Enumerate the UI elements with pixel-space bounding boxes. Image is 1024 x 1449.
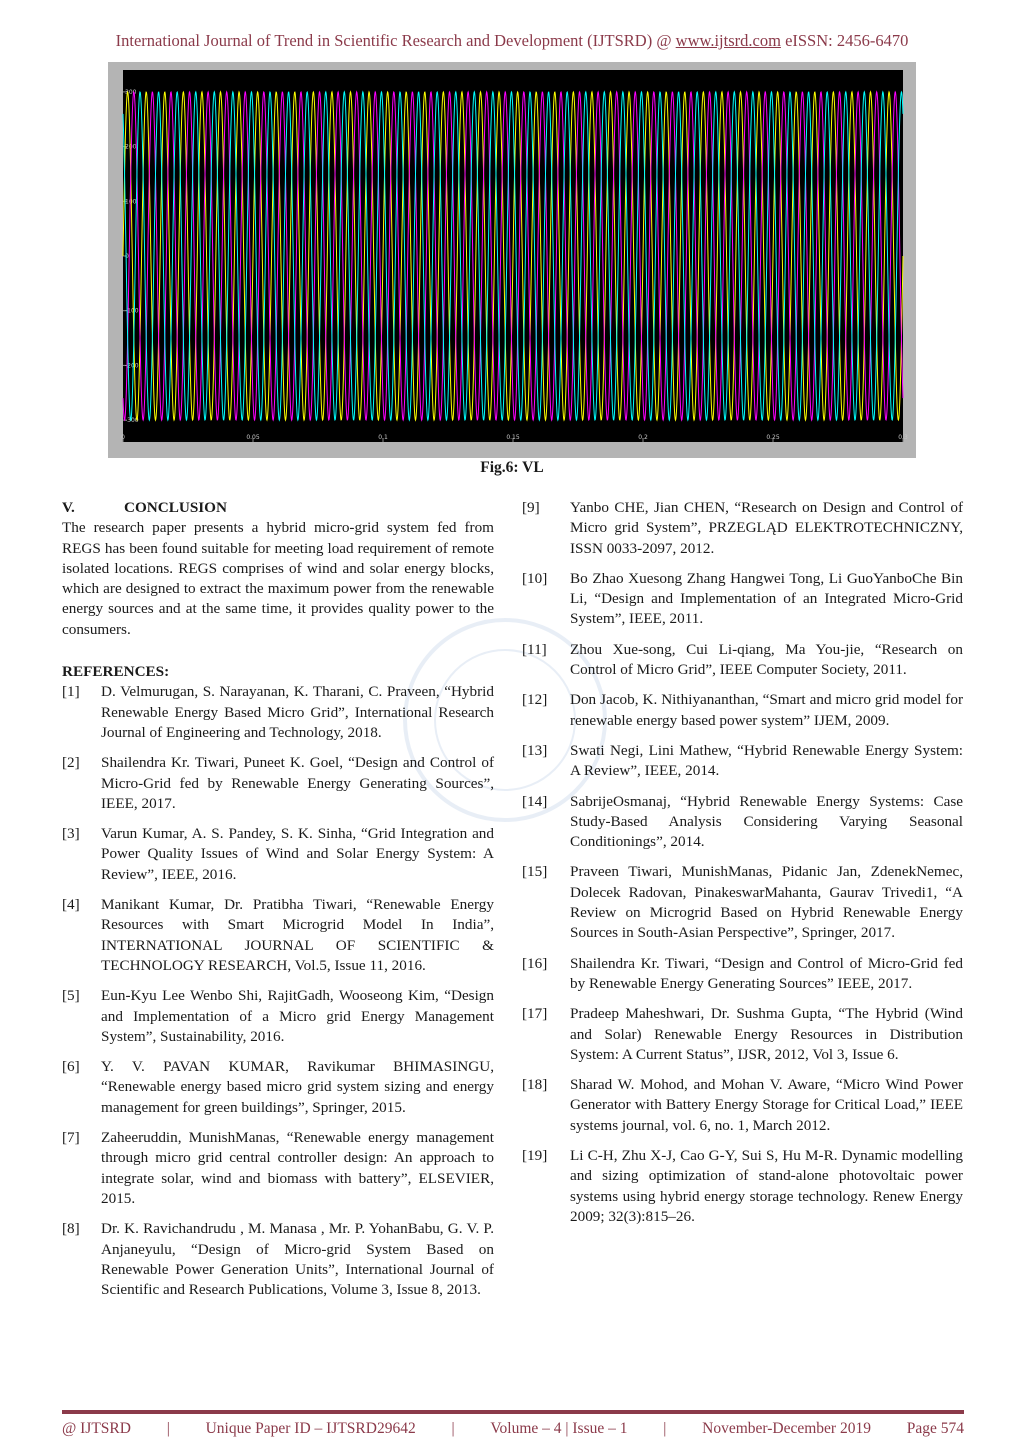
y-tick-label: 100 (125, 198, 137, 206)
x-tick-label: 0.25 (766, 434, 780, 441)
figure-caption: Fig.6: VL (480, 459, 544, 476)
reference-text: Shailendra Kr. Tiwari, Puneet K. Goel, “Design and Control of Micro-Grid fed by Renewable Energy Generating Sources”, IEEE, 2017. (101, 754, 494, 812)
footer-date: November-December 2019 (702, 1420, 871, 1437)
reference-text: Yanbo CHE, Jian CHEN, “Research on Design and Control of Micro grid System”, PRZEGLĄD ELEKTROTECHNICZNY, ISSN 0033-2097, 2012. (570, 499, 963, 557)
x-tick-label: 0 (121, 434, 125, 441)
reference-text: Li C-H, Zhu X-J, Cao G-Y, Sui S, Hu M-R. Dynamic modelling and sizing optimization of stand-alone photovoltaic power systems using hybrid energy storage technology. Renew Energy 2009; 32(3):815–26. (570, 1147, 963, 1225)
reference-item (62, 1128, 494, 1209)
journal-link[interactable]: www.ijtsrd.com (675, 31, 781, 50)
reference-text: Zhou Xue-song, Cui Li-qiang, Ma You-jie, “Research on Control of Micro Grid”, IEEE Computer Society, 2011. (570, 640, 963, 679)
footer-volume: Volume – 4 | Issue – 1 (490, 1420, 628, 1437)
header-text: International Journal of Trend in Scientific Research and Development (IJTSRD) @ (115, 31, 676, 50)
reference-number: [11] (522, 640, 547, 658)
references-heading: REFERENCES: (62, 663, 170, 681)
reference-text: Don Jacob, K. Nithiyananthan, “Smart and micro grid model for renewable energy based power system” IJEM, 2009. (570, 691, 963, 729)
left-column (62, 498, 494, 1310)
reference-item (522, 1146, 963, 1227)
reference-item (62, 1057, 494, 1118)
reference-item (62, 1219, 494, 1300)
y-tick-label: -100 (125, 307, 139, 315)
y-tick-label: 0 (125, 253, 129, 260)
reference-number: [17] (522, 1005, 548, 1023)
reference-item (522, 1004, 963, 1065)
x-tick-label: 0.1 (378, 434, 388, 441)
reference-item (62, 895, 494, 976)
x-tick-label: 0.05 (246, 434, 260, 441)
section-number: V. (62, 499, 75, 516)
reference-text: Swati Negi, Lini Mathew, “Hybrid Renewable Energy System: A Review”, IEEE, 2014. (570, 741, 963, 780)
x-tick-label: 0.3 (898, 434, 908, 441)
reference-text: Varun Kumar, A. S. Pandey, S. K. Sinha, “Grid Integration and Power Quality Issues of Wind and Solar Energy System: A Review”, IEEE, 2016. (101, 825, 494, 883)
reference-item (522, 741, 963, 782)
footer-paper-id: Unique Paper ID – IJTSRD29642 (205, 1420, 416, 1437)
reference-item (522, 690, 963, 731)
reference-number: [13] (522, 741, 548, 759)
reference-text: Shailendra Kr. Tiwari, “Design and Control of Micro-Grid fed by Renewable Energy Generating Sources” IEEE, 2017. (570, 954, 963, 992)
reference-list-left (62, 682, 494, 1300)
reference-item (522, 640, 963, 681)
x-tick-label: 0.2 (638, 434, 648, 441)
footer-journal: @ IJTSRD (62, 1420, 131, 1437)
y-tick-label: 200 (125, 143, 137, 151)
reference-item (522, 792, 963, 853)
y-tick-label: 300 (125, 88, 137, 96)
footer-separator: | (663, 1420, 667, 1437)
reference-item (522, 862, 963, 943)
reference-number: [19] (522, 1147, 548, 1165)
footer-separator: | (451, 1420, 455, 1437)
reference-item (62, 824, 494, 885)
reference-text: SabrijeOsmanaj, “Hybrid Renewable Energy Systems: Case Study-Based Analysis Considering Varying Seasonal Conditionings”, 2014. (570, 792, 963, 851)
reference-item (62, 986, 494, 1047)
right-column (522, 498, 963, 1237)
reference-number: [3] (62, 825, 80, 843)
waveform-figure (108, 62, 916, 458)
reference-item (522, 1075, 963, 1136)
x-tick-label: 0.15 (506, 434, 520, 441)
reference-text: Y. V. PAVAN KUMAR, Ravikumar BHIMASINGU, “Renewable energy based micro grid system sizing and energy management for green buildings”, Springer, 2015. (101, 1058, 494, 1116)
footer-separator: | (166, 1420, 170, 1437)
reference-text: Bo Zhao Xuesong Zhang Hangwei Tong, Li GuoYanboChe Bin Li, “Design and Implementation of an Integrated Micro-Grid System”, IEEE, 2011. (570, 569, 963, 628)
reference-text: Eun-Kyu Lee Wenbo Shi, RajitGadh, Wooseong Kim, “Design and Implementation of a Micro grid Energy Management System”, Sustainability, 2016. (101, 987, 494, 1045)
y-tick-label: -200 (125, 362, 139, 370)
reference-number: [9] (522, 499, 540, 516)
reference-list-right (522, 498, 963, 1227)
reference-number: [4] (62, 896, 80, 914)
reference-text: Sharad W. Mohod, and Mohan V. Aware, “Micro Wind Power Generator with Battery Energy Storage for Critical Load,” IEEE systems journal, vol. 6, no. 1, March 2012. (570, 1076, 963, 1134)
page-footer (62, 1420, 964, 1438)
reference-number: [15] (522, 863, 548, 881)
reference-text: Manikant Kumar, Dr. Pratibha Tiwari, “Renewable Energy Resources with Smart Microgrid Model In India”, INTERNATIONAL JOURNAL OF SCIENTIFIC & TECHNOLOGY RESEARCH, Vol.5, Issue 11, 2016. (101, 896, 494, 974)
footer-page: Page 574 (906, 1420, 964, 1437)
header-issn: eISSN: 2456-6470 (780, 31, 909, 50)
reference-number: [14] (522, 792, 548, 810)
vl-chart (108, 62, 916, 458)
reference-text: D. Velmurugan, S. Narayanan, K. Tharani, C. Praveen, “Hybrid Renewable Energy Based Micro Grid”, International Research Journal of Engineering and Technology, 2018. (101, 683, 494, 741)
reference-number: [2] (62, 754, 80, 772)
reference-item (522, 954, 963, 995)
reference-number: [16] (522, 954, 548, 972)
reference-text: Praveen Tiwari, MunishManas, Pidanic Jan, ZdenekNemec, Dolecek Radovan, PinakeswarMahanta, Gaurav Trivedi1, “A Review on Microgrid Based on Hybrid Renewable Energy Sources in South-Asian Perspective”, Springer, 2017. (570, 863, 963, 942)
reference-item (62, 682, 494, 743)
reference-item (522, 498, 963, 559)
reference-number: [18] (522, 1076, 548, 1094)
section-title: CONCLUSION (124, 499, 227, 516)
reference-item (62, 753, 494, 814)
reference-number: [5] (62, 987, 80, 1005)
reference-number: [1] (62, 683, 80, 701)
reference-text: Zaheeruddin, MunishManas, “Renewable energy management through micro grid central controller design: An approach to integrate solar, wind and biomass with battery”, ELSEVIER, 2015. (101, 1129, 494, 1207)
footer-rule (62, 1410, 964, 1414)
reference-number: [8] (62, 1220, 80, 1238)
reference-text: Dr. K. Ravichandrudu , M. Manasa , Mr. P. YohanBabu, G. V. P. Anjaneyulu, “Design of Micro-grid System Based on Renewable Power Generation Units”, International Journal of Scientific and Research Publications, Volume 3, Issue 8, 2013. (101, 1220, 494, 1299)
conclusion-paragraph: The research paper presents a hybrid micro-grid system fed from REGS has been found suitable for meeting load requirement of remote isolated locations. REGS comprises of wind and solar energy blocks, which are designed to extract the maximum power from the renewable energy sources and at the same time, it provides quality power to the consumers. (62, 519, 494, 638)
reference-number: [7] (62, 1129, 80, 1147)
reference-number: [10] (522, 569, 548, 587)
running-header (0, 31, 1024, 51)
reference-item (522, 569, 963, 630)
reference-number: [12] (522, 691, 548, 709)
y-tick-label: -300 (125, 417, 139, 425)
section-heading (62, 498, 494, 518)
reference-number: [6] (62, 1058, 80, 1076)
reference-text: Pradeep Maheshwari, Dr. Sushma Gupta, “The Hybrid (Wind and Solar) Renewable Energy Resources in Distribution System: A Current Status”, IJSR, 2012, Vol 3, Issue 6. (570, 1005, 963, 1063)
